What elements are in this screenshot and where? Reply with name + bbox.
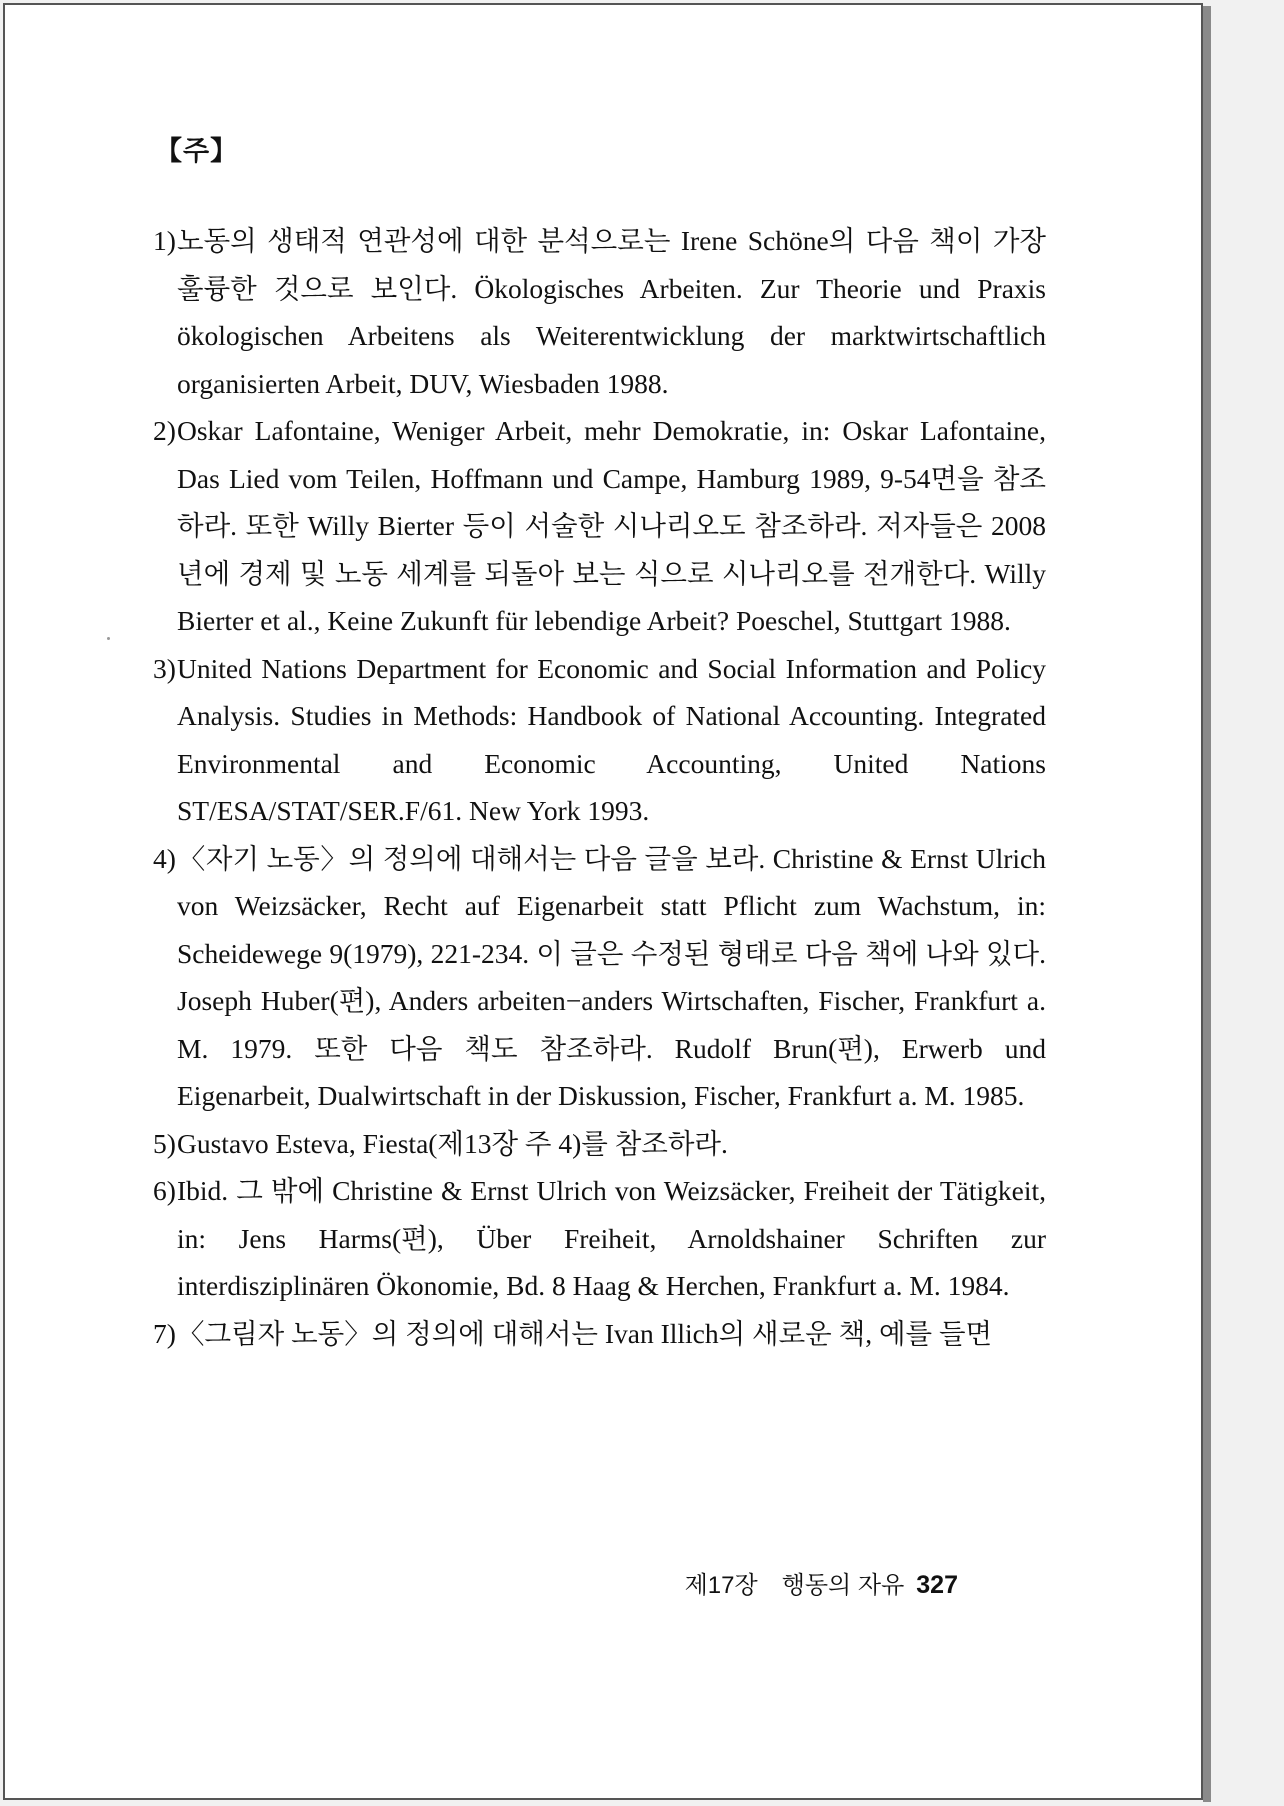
- footnote-5: [153, 1120, 1046, 1168]
- page-edge-shadow: [1203, 6, 1211, 1802]
- footer-chapter: 제17장: [684, 1572, 758, 1599]
- footer-title: 행동의 자유: [781, 1572, 905, 1599]
- footnote-text: Oskar Lafontaine, Weniger Arbeit, mehr Demokratie, in: Oskar Lafontaine, Das Lied vom Teilen, Hoffmann und Campe, Hamburg 1989, 9-54면을 참조하라. 또한 Willy Bierter 등이 서술한 시나리오도 참조하라. 저자들은 2008년에 경제 및 노동 세계를 되돌아 보는 식으로 시나리오를 전개한다. Willy Bierter et al., Keine Zukunft für lebendige Arbeit? Poeschel, Stuttgart 1988.: [177, 415, 1046, 636]
- footnote-4: [153, 835, 1046, 1120]
- footnote-number: 6): [153, 1175, 176, 1206]
- footnote-number: 7): [153, 1317, 176, 1349]
- footnote-number: 5): [153, 1127, 176, 1159]
- footnote-text: 〈자기 노동〉의 정의에 대해서는 다음 글을 보라. Christine & Ernst Ulrich von Weizsäcker, Recht auf Eigenarbeit statt Pflicht zum Wachstum, in: Scheidewege 9(1979), 221-234. 이 글은 수정된 형태로 다음 책에 나와 있다. Joseph Huber(편), Anders arbeiten−anders Wirtschaften, Fischer, Frankfurt a. M. 1979. 또한 다음 책도 참조하라. Rudolf Brun(편), Erwerb und Eigenarbeit, Dualwirtschaft in der Diskussion, Fischer, Frankfurt a. M. 1985.: [177, 842, 1046, 1111]
- footnote-text: 〈그림자 노동〉의 정의에 대해서는 Ivan Illich의 새로운 책, 예를 들면: [177, 1317, 993, 1349]
- footnote-2: [153, 407, 1046, 645]
- scan-speck: [107, 637, 110, 640]
- footnote-number: 1): [153, 225, 176, 256]
- page-number: 327: [916, 1571, 958, 1599]
- book-page: [3, 3, 1203, 1800]
- footnote-6: [153, 1167, 1046, 1310]
- footnote-3: [153, 645, 1046, 835]
- footnotes-list: [153, 217, 1046, 1357]
- footnote-text: United Nations Department for Economic and Social Information and Policy Analysis. Studies in Methods: Handbook of National Accounting. Integrated Environmental and Economic Accounting, United Nations ST/ESA/STAT/SER.F/61. New York 1993.: [177, 652, 1046, 826]
- footnote-text: Gustavo Esteva, Fiesta(제13장 주 4)를 참조하라.: [177, 1127, 728, 1159]
- footnote-text: Ibid. 그 밖에 Christine & Ernst Ulrich von Weizsäcker, Freiheit der Tätigkeit, in: Jens Harms(편), Über Freiheit, Arnoldshainer Schriften zur interdisziplinären Ökonomie, Bd. 8 Haag & Herchen, Frankfurt a. M. 1984.: [177, 1175, 1046, 1301]
- footnote-7: [153, 1310, 1046, 1358]
- footnote-text: 노동의 생태적 연관성에 대한 분석으로는 Irene Schöne의 다음 책이 가장 훌륭한 것으로 보인다. Ökologisches Arbeiten. Zur Theorie und Praxis ökologischen Arbeitens als Weiterentwicklung der marktwirtschaftlich organisierten Arbeit, DUV, Wiesbaden 1988.: [177, 225, 1046, 399]
- running-footer: [685, 1565, 958, 1600]
- footnote-number: 3): [153, 652, 176, 684]
- footnote-number: 2): [153, 415, 176, 446]
- notes-heading: 【주】: [155, 136, 239, 166]
- footnote-number: 4): [153, 842, 176, 874]
- footnote-1: [153, 217, 1046, 407]
